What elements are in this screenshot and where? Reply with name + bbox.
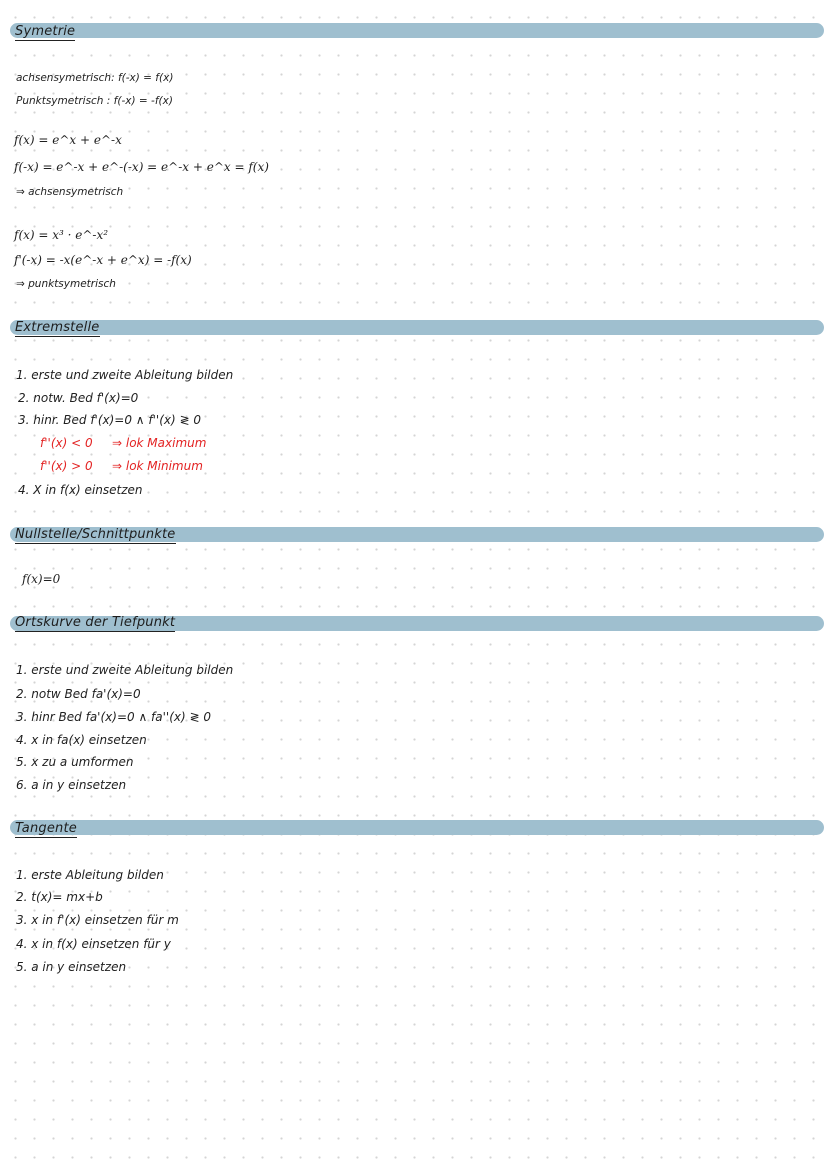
ortskurve-step-4: 4. x in fa(x) einsetzen bbox=[16, 733, 147, 747]
ortskurve-step-5: 5. x zu a umformen bbox=[16, 755, 134, 769]
section-heading-ortskurve: Ortskurve der Tiefpunkt bbox=[15, 615, 176, 630]
tangente-step-1: 1. erste Ableitung bilden bbox=[16, 868, 164, 882]
ortskurve-step-3: 3. hinr Bed fa'(x)=0 ∧ fa''(x) ≷ 0 bbox=[16, 710, 212, 724]
section-heading-symmetrie: Symetrie bbox=[15, 24, 76, 39]
extrem-result-max: ⇒ lok Maximum bbox=[112, 436, 207, 450]
section-heading-tangente: Tangente bbox=[15, 821, 77, 836]
extrem-condition-max: f''(x) < 0 bbox=[40, 436, 93, 450]
extrem-step-4: 4. X in f(x) einsetzen bbox=[18, 483, 143, 497]
extrem-step-1: 1. erste und zweite Ableitung bilden bbox=[16, 368, 234, 382]
ortskurve-step-1: 1. erste und zweite Ableitung bilden bbox=[16, 663, 234, 677]
example1-function: f(x) = e^x + e^-x bbox=[14, 133, 122, 147]
tangente-step-5: 5. a in y einsetzen bbox=[16, 960, 127, 974]
section-bar-symmetrie bbox=[10, 23, 824, 38]
extrem-step-3: 3. hinr. Bed f'(x)=0 ∧ f''(x) ≷ 0 bbox=[18, 413, 202, 427]
example1-result: ⇒ achsensymetrisch bbox=[16, 186, 124, 198]
section-bar-tangente bbox=[10, 820, 824, 835]
ortskurve-step-6: 6. a in y einsetzen bbox=[16, 778, 127, 792]
achsensymmetrie-definition: achsensymetrisch: f(-x) = f(x) bbox=[16, 72, 174, 84]
example2-function: f(x) = x³ · e^-x² bbox=[14, 228, 109, 242]
extrem-condition-min: f''(x) > 0 bbox=[40, 459, 93, 473]
punktsymmetrie-definition: Punktsymetrisch : f(-x) = -f(x) bbox=[16, 95, 173, 107]
section-heading-nullstelle: Nullstelle/Schnittpunkte bbox=[15, 527, 176, 542]
example2-calculation: f'(-x) = -x(e^-x + e^x) = -f(x) bbox=[14, 253, 192, 267]
extrem-result-min: ⇒ lok Minimum bbox=[112, 459, 203, 473]
tangente-step-4: 4. x in f(x) einsetzen für y bbox=[16, 937, 171, 951]
section-bar-extremstelle bbox=[10, 320, 824, 335]
example1-calculation: f(-x) = e^-x + e^-(-x) = e^-x + e^x = f(x) bbox=[14, 160, 269, 174]
section-heading-extremstelle: Extremstelle bbox=[15, 320, 100, 335]
nullstelle-formula: f(x)=0 bbox=[22, 572, 61, 586]
tangente-step-3: 3. x in f'(x) einsetzen für m bbox=[16, 913, 179, 927]
tangente-step-2: 2. t(x)= mx+b bbox=[16, 890, 103, 904]
example2-result: ⇒ punktsymetrisch bbox=[16, 278, 116, 290]
extrem-step-2: 2. notw. Bed f'(x)=0 bbox=[18, 391, 139, 405]
ortskurve-step-2: 2. notw Bed fa'(x)=0 bbox=[16, 687, 141, 701]
